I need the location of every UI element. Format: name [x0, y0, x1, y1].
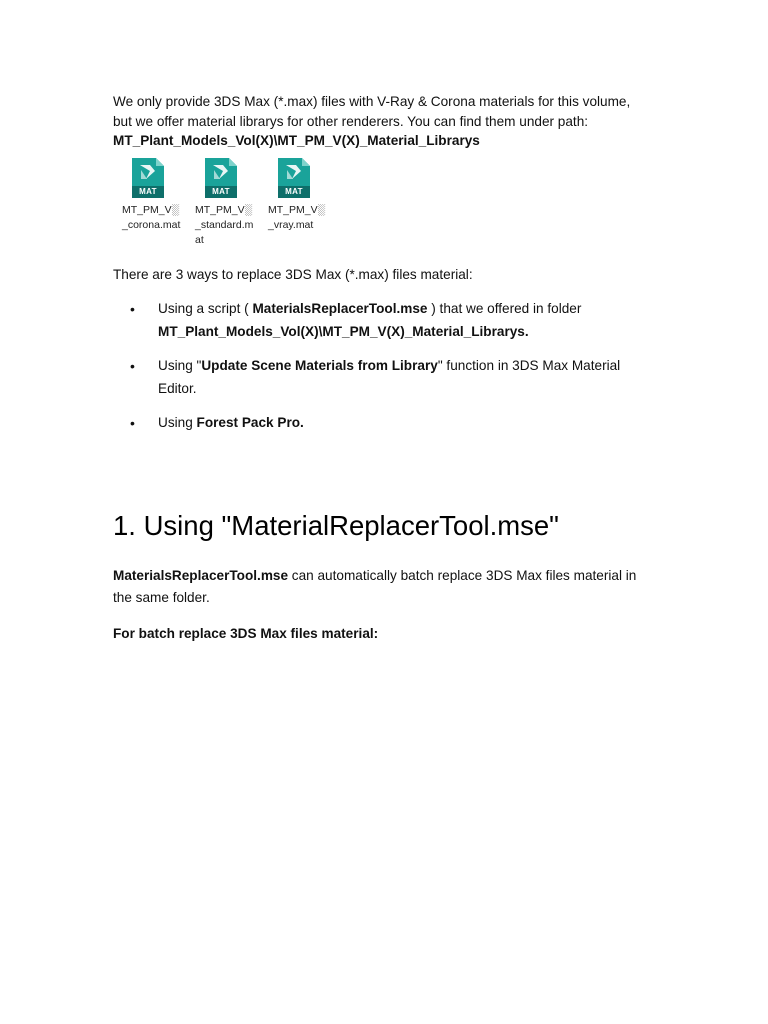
- way-text: " function in 3DS Max Material Editor.: [158, 358, 621, 396]
- desc-script-name: MaterialsReplacerTool.mse: [113, 567, 289, 583]
- mat-file-icon: [203, 157, 239, 199]
- list-item: [113, 412, 653, 435]
- ways-list: [113, 298, 653, 435]
- list-item: [113, 298, 653, 343]
- way-folder-path: MT_Plant_Models_Vol(X)\MT_PM_V(X)_Material_Librarys.: [158, 323, 529, 339]
- document-page: [113, 92, 653, 643]
- list-item: [113, 355, 653, 400]
- desc-text: can automatically batch replace 3DS Max files material in the same folder.: [113, 567, 637, 605]
- way-text: Using: [158, 415, 197, 430]
- file-standard-mat[interactable]: [186, 157, 254, 248]
- file-name: MT_PM_V░_corona.mat: [122, 203, 181, 231]
- section-description: [113, 565, 653, 610]
- way-text: ) that we offered in folder: [427, 301, 582, 316]
- way-script-name: MaterialsReplacerTool.mse: [252, 301, 428, 316]
- bullet: •: [130, 358, 135, 374]
- file-corona-mat[interactable]: [113, 157, 181, 233]
- way-text: Using a script (: [158, 301, 253, 316]
- way-function-name: Update Scene Materials from Library: [201, 358, 438, 373]
- intro-line-1: We only provide 3DS Max (*.max) files with V-Ray & Corona materials for this volume,: [113, 94, 631, 109]
- intro-path: MT_Plant_Models_Vol(X)\MT_PM_V(X)_Material_Librarys: [113, 133, 480, 148]
- bullet: •: [130, 415, 135, 431]
- way-text: Using ": [158, 358, 202, 373]
- mat-file-icon: [276, 157, 312, 199]
- batch-label: For batch replace 3DS Max files material:: [113, 625, 379, 641]
- file-name: MT_PM_V░_standard.mat: [195, 203, 254, 246]
- mat-tag: MAT: [139, 186, 157, 196]
- file-icons-row: [113, 157, 653, 253]
- intro-paragraph: [113, 92, 653, 151]
- bullet: •: [130, 301, 135, 317]
- mat-file-icon: [130, 157, 166, 199]
- ways-intro: There are 3 ways to replace 3DS Max (*.max) files material:: [113, 266, 473, 282]
- mat-tag: MAT: [285, 186, 303, 196]
- way-plugin-name: Forest Pack Pro.: [196, 415, 304, 430]
- section-heading: 1. Using "MaterialReplacerTool.mse": [113, 509, 559, 541]
- file-name: MT_PM_V░_vray.mat: [268, 203, 326, 231]
- file-vray-mat[interactable]: [259, 157, 326, 233]
- intro-line-2: but we offer material librarys for other renderers. You can find them under path:: [113, 113, 589, 129]
- mat-tag: MAT: [212, 186, 230, 196]
